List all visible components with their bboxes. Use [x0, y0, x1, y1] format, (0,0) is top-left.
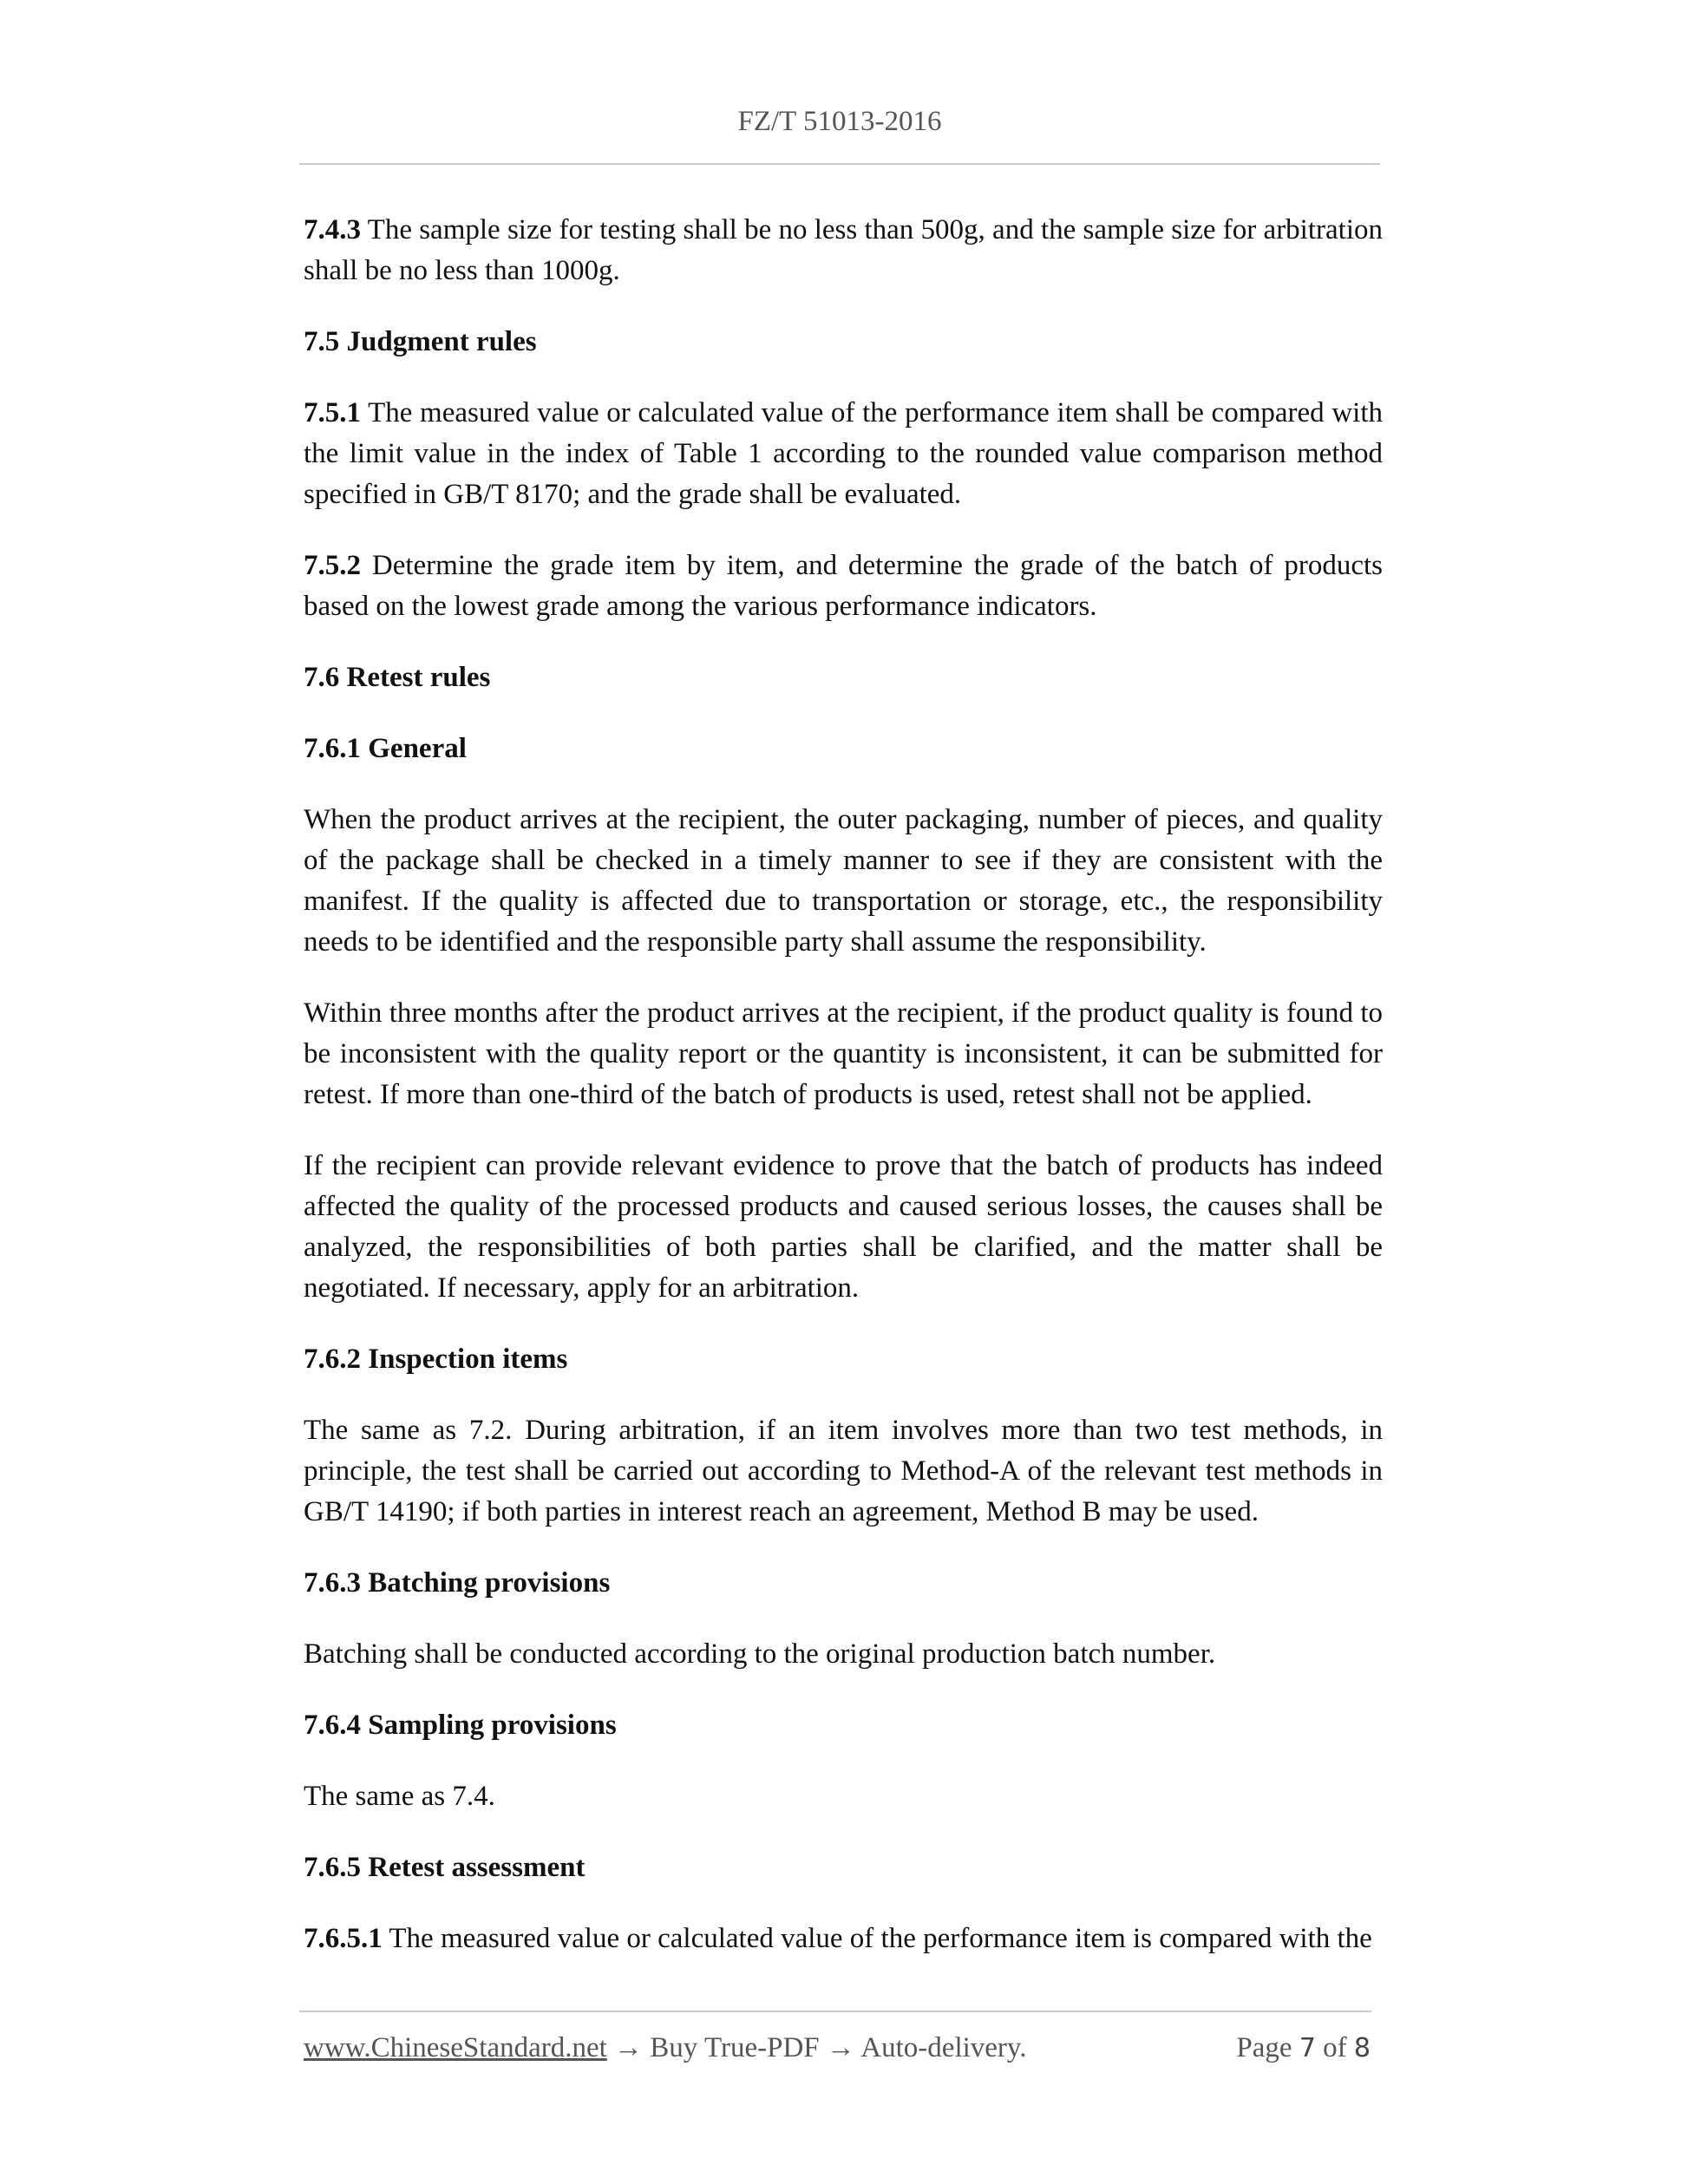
heading-7-5: 7.5 Judgment rules — [304, 326, 537, 357]
paragraph-7-6-4: The same as 7.4. — [304, 1781, 495, 1812]
heading-7-6-1: 7.6.1 General — [304, 733, 467, 764]
footer-promo-text: → Buy True-PDF → Auto-delivery. — [606, 2032, 1027, 2063]
page-total: 8 — [1353, 2033, 1371, 2063]
clause-number: 7.5.1 — [304, 397, 361, 428]
clause-7-4-3 — [304, 210, 1383, 291]
header-divider — [299, 163, 1380, 165]
heading-7-6-4: 7.6.4 Sampling provisions — [304, 1710, 617, 1741]
paragraph-7-6-1-c: If the recipient can provide relevant evidence to prove that the batch of products has indeed affected the quality of the processed products and caused serious losses, the causes shall be analyzed, the responsibilities of both parties shall be clarified, and the matter shall be negotiated. If necessary, apply for an arbitration. — [304, 1150, 1383, 1304]
footer-divider — [299, 2011, 1371, 2012]
paragraph-7-6-2: The same as 7.2. During arbitration, if an item involves more than two test methods, in principle, the test shall be carried out according to Method-A of the relevant test methods in GB/T 14190; if both parties in interest reach an agreement, Method B may be used. — [304, 1415, 1383, 1527]
clause-7-5-2 — [304, 546, 1383, 627]
clause-text: Determine the grade item by item, and determine the grade of the batch of products based on the lowest grade among the various performance indicators. — [304, 550, 1383, 622]
website-link[interactable]: www.ChineseStandard.net — [304, 2032, 607, 2063]
paragraph-7-6-3: Batching shall be conducted according to the original production batch number. — [304, 1638, 1216, 1670]
clause-7-6-5-1 — [304, 1919, 1383, 1959]
clause-text: The measured value or calculated value of the performance item shall be compared with the limit value in the index of Table 1 according to the rounded value comparison method specified in GB/T 8170; and the grade shall be evaluated. — [304, 397, 1383, 510]
footer-promo — [304, 2032, 1027, 2064]
page-current: 7 — [1299, 2033, 1316, 2063]
clause-number: 7.6.5.1 — [304, 1923, 383, 1954]
paragraph-7-6-1-a: When the product arrives at the recipient, the outer packaging, number of pieces, and quality of the package shall be checked in a timely manner to see if they are consistent with the manifest. If the quality is affected due to transportation or storage, etc., the responsibility needs to be identified and the responsible party shall assume the responsibility. — [304, 804, 1383, 958]
heading-7-6-2: 7.6.2 Inspection items — [304, 1344, 568, 1375]
paragraph-7-6-1-b: Within three months after the product arrives at the recipient, if the product quality is found to be inconsistent with the quality report or the quantity is inconsistent, it can be submitted for retest. If more than one-third of the batch of products is used, retest shall not be applied. — [304, 997, 1383, 1110]
clause-text: The measured value or calculated value of the performance item is compared with the — [382, 1923, 1372, 1954]
clause-text: The sample size for testing shall be no less than 500g, and the sample size for arbitration shall be no less than 1000g. — [304, 214, 1383, 286]
page-header: FZ/T 51013-2016 — [737, 106, 942, 137]
clause-7-5-1 — [304, 393, 1383, 515]
page-indicator — [1236, 2032, 1371, 2064]
heading-7-6: 7.6 Retest rules — [304, 662, 491, 693]
heading-7-6-5: 7.6.5 Retest assessment — [304, 1852, 586, 1883]
heading-7-6-3: 7.6.3 Batching provisions — [304, 1567, 611, 1599]
clause-number: 7.5.2 — [304, 550, 361, 581]
document-body — [304, 210, 1383, 1990]
clause-number: 7.4.3 — [304, 214, 361, 245]
page-of-label: of — [1315, 2032, 1354, 2063]
page-label: Page — [1236, 2032, 1299, 2063]
